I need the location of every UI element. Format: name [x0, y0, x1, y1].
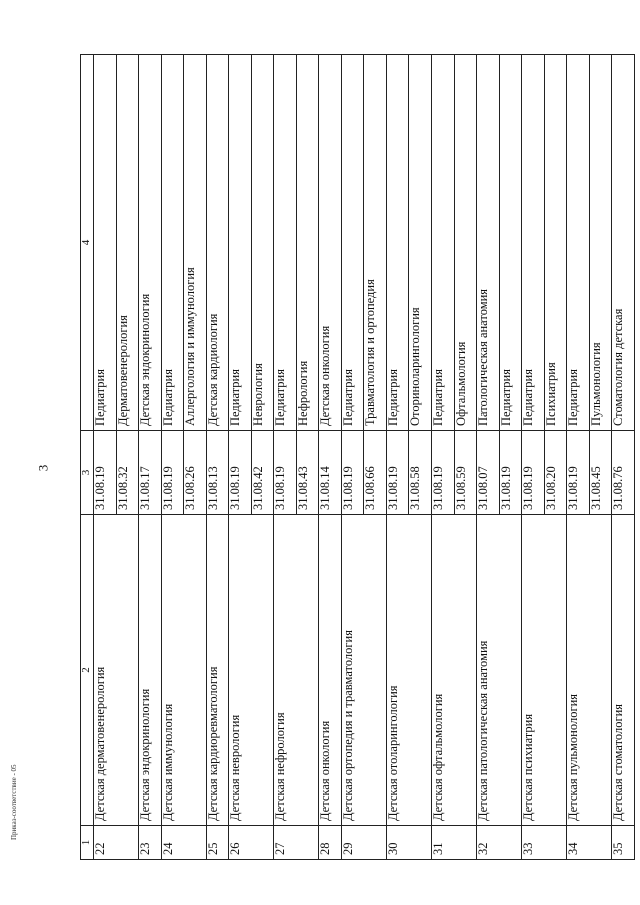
row-number-cell: 23: [139, 826, 162, 860]
page-number: 3: [35, 464, 51, 472]
code-cell: 31.08.66: [364, 431, 387, 515]
table-row: [206, 55, 229, 860]
code-cell: 31.08.19: [274, 431, 297, 515]
table-row: [341, 55, 364, 860]
table-row: [431, 55, 454, 860]
row-number-cell: 24: [161, 826, 206, 860]
header-cell-1: 1: [81, 826, 94, 860]
header-cell-2: 2: [81, 515, 94, 826]
table-row: [94, 55, 117, 860]
code-cell: 31.08.19: [431, 431, 454, 515]
code-cell: 31.08.19: [522, 431, 545, 515]
training-specialty-cell: Детская онкология: [319, 55, 342, 431]
specialty-name-cell: Детская эндокринология: [139, 515, 162, 826]
code-cell: 31.08.45: [589, 431, 612, 515]
specialty-name-cell: Детская кардиоревматология: [206, 515, 229, 826]
training-specialty-cell: Неврология: [251, 55, 274, 431]
code-cell: 31.08.14: [319, 431, 342, 515]
training-specialty-cell: Психиатрия: [544, 55, 567, 431]
code-cell: 31.08.19: [499, 431, 522, 515]
training-specialty-cell: Педиатрия: [567, 55, 590, 431]
specialty-name-cell: Детская пульмонология: [567, 515, 612, 826]
row-number-cell: 35: [612, 826, 635, 860]
code-cell: 31.08.19: [341, 431, 364, 515]
training-specialty-cell: Стоматология детская: [612, 55, 635, 431]
header-row: [81, 55, 94, 860]
code-cell: 31.08.58: [409, 431, 432, 515]
rotated-table-wrapper: [80, 55, 635, 860]
table-row: [477, 55, 500, 860]
row-number-cell: 25: [206, 826, 229, 860]
row-number-cell: 33: [522, 826, 567, 860]
table-body: [81, 55, 635, 860]
training-specialty-cell: Аллергология и иммунология: [184, 55, 207, 431]
specialty-name-cell: Детская ортопедия и травматология: [341, 515, 386, 826]
table-row: [612, 55, 635, 860]
row-number-cell: 26: [229, 826, 274, 860]
code-cell: 31.08.13: [206, 431, 229, 515]
training-specialty-cell: Педиатрия: [94, 55, 117, 431]
table-row: [522, 55, 545, 860]
code-cell: 31.08.19: [229, 431, 252, 515]
code-cell: 31.08.19: [386, 431, 409, 515]
header-cell-4: 4: [81, 55, 94, 431]
code-cell: 31.08.19: [161, 431, 184, 515]
specialty-name-cell: Детская патологическая анатомия: [477, 515, 522, 826]
code-cell: 31.08.07: [477, 431, 500, 515]
code-cell: 31.08.19: [94, 431, 117, 515]
code-cell: 31.08.42: [251, 431, 274, 515]
header-cell-3: 3: [81, 431, 94, 515]
training-specialty-cell: Педиатрия: [522, 55, 545, 431]
code-cell: 31.08.20: [544, 431, 567, 515]
code-cell: 31.08.43: [296, 431, 319, 515]
table-row: [567, 55, 590, 860]
code-cell: 31.08.32: [116, 431, 139, 515]
specialties-table: [80, 54, 635, 860]
specialty-name-cell: Детская нефрология: [274, 515, 319, 826]
training-specialty-cell: Дерматовенерология: [116, 55, 139, 431]
training-specialty-cell: Детская кардиология: [206, 55, 229, 431]
training-specialty-cell: Нефрология: [296, 55, 319, 431]
training-specialty-cell: Травматология и ортопедия: [364, 55, 387, 431]
row-number-cell: 30: [386, 826, 431, 860]
specialty-name-cell: Детская офтальмология: [431, 515, 476, 826]
training-specialty-cell: Педиатрия: [341, 55, 364, 431]
specialty-name-cell: Детская психиатрия: [522, 515, 567, 826]
specialty-name-cell: Детская отоларингология: [386, 515, 431, 826]
training-specialty-cell: Пульмонология: [589, 55, 612, 431]
training-specialty-cell: Патологическая анатомия: [477, 55, 500, 431]
code-cell: 31.08.76: [612, 431, 635, 515]
table-row: [139, 55, 162, 860]
specialty-name-cell: Детская стоматология: [612, 515, 635, 826]
row-number-cell: 28: [319, 826, 342, 860]
row-number-cell: 27: [274, 826, 319, 860]
specialty-name-cell: Детская онкология: [319, 515, 342, 826]
table-row: [386, 55, 409, 860]
table-row: [319, 55, 342, 860]
training-specialty-cell: Педиатрия: [229, 55, 252, 431]
training-specialty-cell: Педиатрия: [499, 55, 522, 431]
row-number-cell: 34: [567, 826, 612, 860]
footer-note: Приказ-соответствие - 05: [10, 764, 18, 840]
code-cell: 31.08.19: [567, 431, 590, 515]
row-number-cell: 31: [431, 826, 476, 860]
training-specialty-cell: Педиатрия: [431, 55, 454, 431]
row-number-cell: 22: [94, 826, 139, 860]
code-cell: 31.08.59: [454, 431, 477, 515]
specialty-name-cell: Детская иммунология: [161, 515, 206, 826]
table-row: [274, 55, 297, 860]
training-specialty-cell: Педиатрия: [386, 55, 409, 431]
training-specialty-cell: Педиатрия: [161, 55, 184, 431]
training-specialty-cell: Оториноларингология: [409, 55, 432, 431]
table-row: [161, 55, 184, 860]
row-number-cell: 29: [341, 826, 386, 860]
table-row: [229, 55, 252, 860]
training-specialty-cell: Детская эндокринология: [139, 55, 162, 431]
specialty-name-cell: Детская неврология: [229, 515, 274, 826]
code-cell: 31.08.26: [184, 431, 207, 515]
training-specialty-cell: Педиатрия: [274, 55, 297, 431]
code-cell: 31.08.17: [139, 431, 162, 515]
row-number-cell: 32: [477, 826, 522, 860]
specialty-name-cell: Детская дерматовенерология: [94, 515, 139, 826]
training-specialty-cell: Офтальмология: [454, 55, 477, 431]
